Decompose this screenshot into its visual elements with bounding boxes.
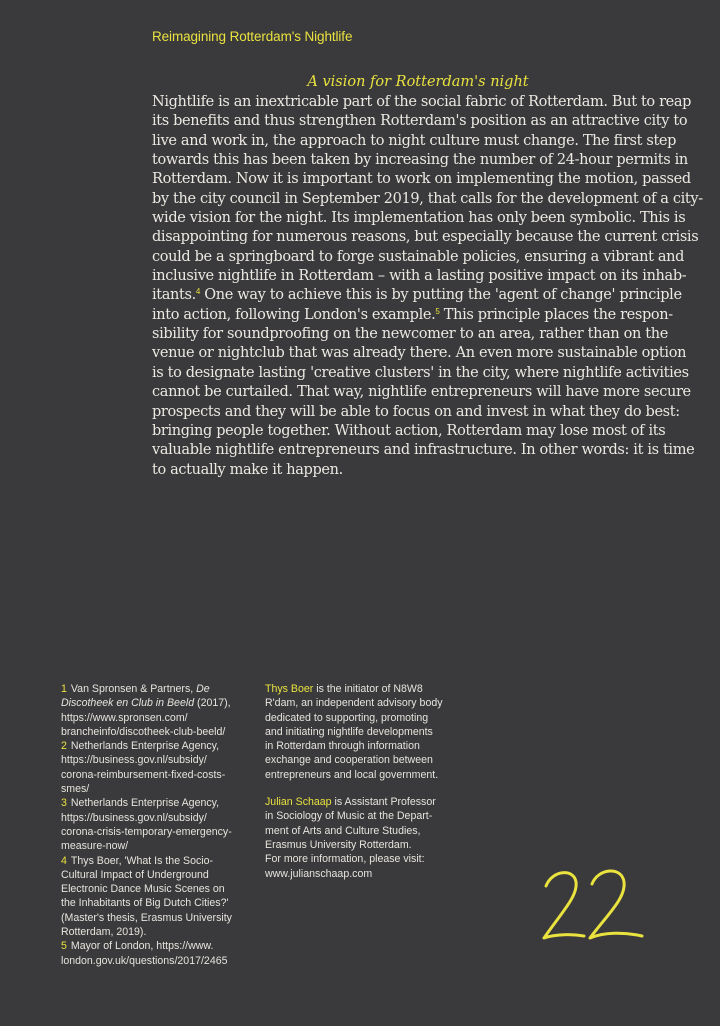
body-text-run: towards this has been taken by increasing the number of 24-hour permits in [152,152,688,169]
body-text-run: live and work in, the approach to night culture must change. The first step [152,132,677,149]
bio-line [265,725,465,739]
footnote-line [61,682,261,696]
body-text-run: could be a springboard to forge sustainable policies, ensuring a vibrant and [152,248,685,265]
page-number-handwritten [532,858,652,958]
body-text-run: inclusive nightlife in Rotterdam – with a lasting positive impact on its inhab- [152,268,687,285]
footnote-number: 3 [61,797,67,810]
bio-line [265,768,465,782]
footnote-text: brancheinfo/discotheek-club-beeld/ [61,725,226,738]
bio-text: in Rotterdam through information [265,740,420,753]
footnote-text: Van Spronsen & Partners, [70,683,197,695]
bio-text: is Assistant Professor [331,796,436,809]
footnote-text: Electronic Dance Music Scenes on [61,883,225,896]
bio-text: ment of Arts and Culture Studies, [265,824,421,837]
footnote-number: 1 [61,683,67,695]
bio-line [265,838,465,852]
footnote-line [61,868,261,882]
footnote-text: measure-now/ [61,840,129,853]
body-line [152,151,688,170]
body-line [152,209,686,228]
bio-line [265,739,465,753]
footnote-line [61,811,261,825]
footnote-text: smes/ [61,783,90,796]
body-text-run: venue or nightclub that was already there. An even more sustainable option [152,345,687,362]
body-line [152,286,682,305]
bio-line [265,711,465,725]
author-bios [265,682,465,894]
bio-line [265,852,465,866]
footnote-text: Cultural Impact of Underground [61,868,209,881]
body-line [152,461,667,480]
footnotes [61,682,261,968]
footnote-line [61,911,261,925]
footnote-text: london.gov.uk/questions/2017/2465 [61,954,228,967]
body-text-run: cannot be curtailed. That way, nightlife entrepreneurs will have more secure [152,384,691,401]
bio-text: exchange and cooperation between [265,754,433,767]
footnote-line [61,896,261,910]
body-text-run: into action, following London's example. [152,306,436,323]
body-text-run: disappointing for numerous reasons, but especially because the current crisis [152,229,699,246]
footnote-line [61,796,261,810]
bio-text: in Sociology of Music at the Depart- [265,810,433,823]
body-text-run: by the city council in September 2019, that calls for the development of a city- [152,190,703,207]
body-line [152,93,692,112]
footnote-number: 2 [61,740,67,753]
bio-text: Erasmus University Rotterdam. [265,838,412,851]
author-name: Thys Boer [265,683,314,695]
footnote-text: the Inhabitants of Big Dutch Cities?' [61,897,229,910]
footnote-line [61,839,261,853]
body-line [152,132,677,151]
bio-text: R'dam, an independent advisory body [265,697,443,710]
body-line [152,441,695,460]
footnote [61,796,261,853]
footnote-text: https://business.gov.nl/subsidy/ [61,811,207,824]
author-name: Julian Schaap [265,796,332,809]
author-bio [265,682,465,782]
body-text-run: Rotterdam. Now it is important to work on implementing the motion, passed [152,171,691,188]
footnote-text: Discotheek en Club in Beeld [61,697,195,710]
body-line [152,364,689,383]
body-text-run: This principle places the respon- [439,306,673,323]
footnote-text: Mayor of London, https://www. [70,940,214,953]
body-text-run: Nightlife is an inextricable part of the social fabric of Rotterdam. But to reap [152,94,692,110]
footnote [61,682,261,739]
bio-text: dedicated to supporting, promoting [265,711,429,724]
running-head: Reimagining Rotterdam's Nightlife [152,29,353,44]
bio-text: entrepreneurs and local government. [265,768,439,781]
footnote-text: https://www.spronsen.com/ [61,711,188,724]
body-line [152,190,703,209]
body-text-run: sibility for soundproofing on the newcomer to an area, rather than on the [152,326,668,343]
body-text-run: itants. [152,287,196,304]
body-line [152,228,699,247]
body-text-run: to actually make it happen. [152,461,343,478]
footnote [61,854,261,940]
footnote [61,739,261,796]
footnote-text: Rotterdam, 2019). [61,926,147,939]
footnote-text: Netherlands Enterprise Agency, [70,797,220,810]
footnote-line [61,696,261,710]
body-line [152,170,691,189]
bio-line [265,682,465,696]
footnote-line [61,782,261,796]
body-text-run: is to designate lasting 'creative clusters' in the city, where nightlife activities [152,364,689,381]
footnote-text: corona-reimbursement-fixed-costs- [61,768,226,781]
footnote-line [61,939,261,953]
bio-line [265,753,465,767]
footnote-text: corona-crisis-temporary-emergency- [61,825,232,838]
bio-line [265,824,465,838]
bio-line [265,795,465,809]
footnote-number: 5 [61,940,67,953]
article-body [152,93,703,480]
footnote-line [61,882,261,896]
body-line [152,325,667,344]
footnote-text: Thys Boer, 'What Is the Socio- [70,854,214,867]
footnote-line [61,725,261,739]
body-text-run: One way to achieve this is by putting the 'agent of change' principle [200,287,682,304]
body-text-run: wide vision for the night. Its implementation has only been symbolic. This is [152,210,686,227]
bio-text: is the initiator of N8W8 [313,683,423,695]
footnote-ref: 5 [435,306,440,316]
bio-line [265,867,465,881]
body-line [152,267,687,286]
body-text-run: its benefits and thus strengthen Rotterdam's position as an attractive city to [152,113,688,130]
bio-line [265,809,465,823]
footnote-number: 4 [61,854,67,867]
footnote-line [61,753,261,767]
footnote-line [61,711,261,725]
body-line [152,403,680,422]
footnote-text: (Master's thesis, Erasmus University [61,911,232,924]
footnote-text: De [196,683,210,695]
bio-text: www.julianschaap.com [265,867,373,880]
footnote-line [61,768,261,782]
footnote-line [61,825,261,839]
body-text-run: bringing people together. Without action, Rotterdam may lose most of its [152,422,666,439]
footnote-line [61,739,261,753]
footnote-text: Netherlands Enterprise Agency, [70,740,220,753]
footnote-line [61,925,261,939]
body-text-run: prospects and they will be able to focus on and invest in what they do best: [152,403,680,420]
footnote-text: https://business.gov.nl/subsidy/ [61,754,207,767]
body-line [152,112,688,131]
body-line [152,422,667,441]
body-line [152,344,687,363]
footnote-line [61,854,261,868]
footnote-ref: 4 [195,287,200,297]
body-line [152,248,685,267]
footnote [61,939,261,968]
section-title: A vision for Rotterdam's night [307,74,529,90]
body-text-run: valuable nightlife entrepreneurs and infrastructure. In other words: it is time [152,442,695,459]
body-line [152,306,673,325]
author-bio [265,795,465,881]
footnote-text: (2017), [194,697,231,710]
bio-text: and initiating nightlife developments [265,725,433,738]
bio-text: For more information, please visit: [265,853,425,866]
footnote-line [61,954,261,968]
body-line [152,383,691,402]
bio-line [265,696,465,710]
